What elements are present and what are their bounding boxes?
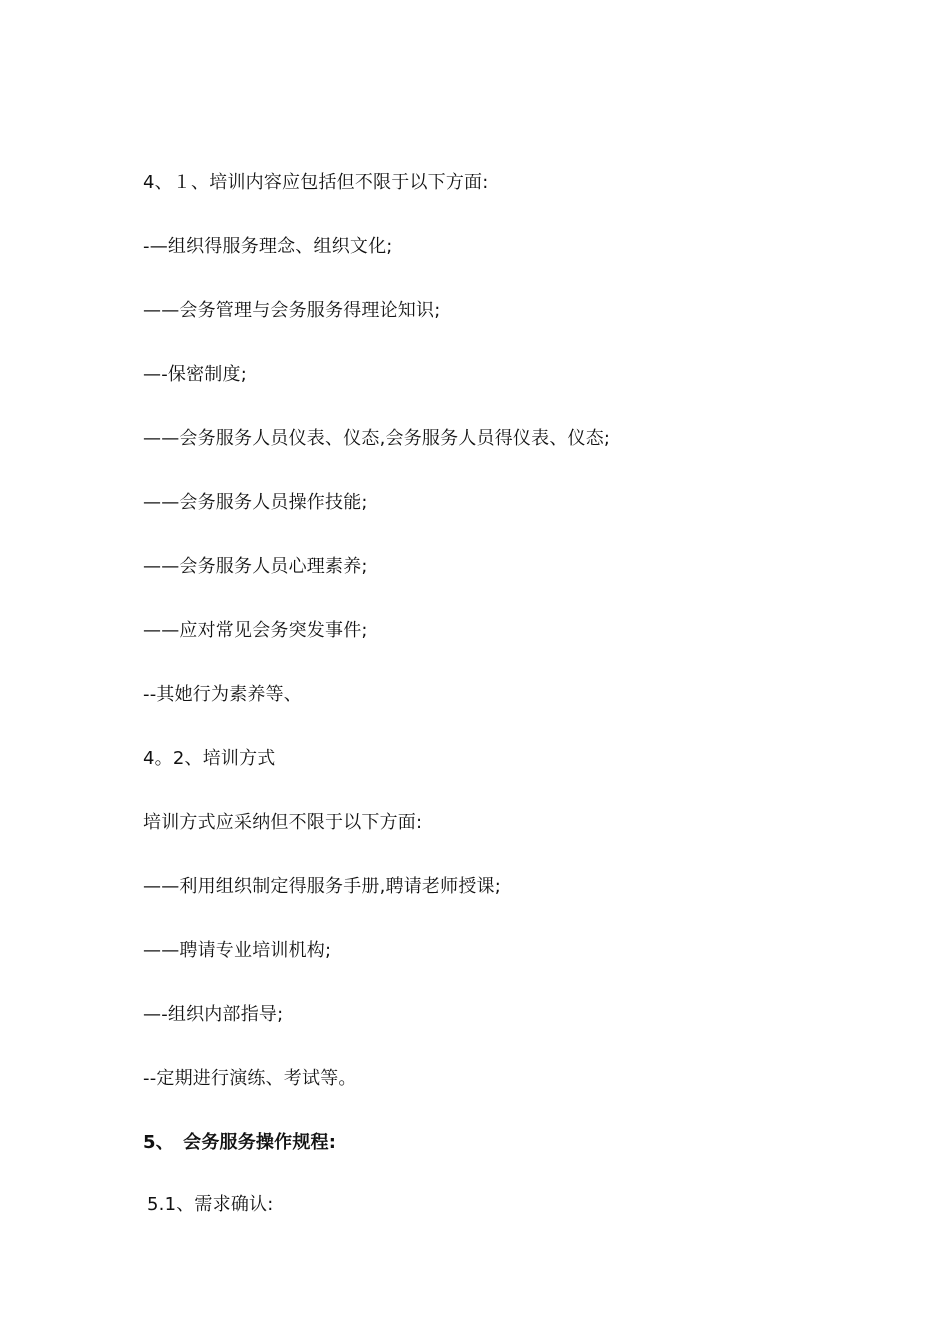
training-item-other: --其她行为素养等、 bbox=[143, 684, 302, 705]
training-item-emergencies: ——应对常见会务突发事件; bbox=[143, 620, 368, 641]
training-item-service-concept: -—组织得服务理念、组织文化; bbox=[143, 236, 393, 257]
method-item-institution: ——聘请专业培训机构; bbox=[143, 940, 332, 961]
section-5-heading: 5、 会务服务操作规程: bbox=[143, 1132, 337, 1153]
training-methods-intro: 培训方式应采纳但不限于以下方面: bbox=[143, 812, 423, 833]
training-item-skills: ——会务服务人员操作技能; bbox=[143, 492, 368, 513]
training-item-confidentiality: —-保密制度; bbox=[143, 364, 247, 385]
training-item-psychology: ——会务服务人员心理素养; bbox=[143, 556, 368, 577]
training-item-appearance: ——会务服务人员仪表、仪态,会务服务人员得仪表、仪态; bbox=[143, 428, 611, 449]
training-item-theory: ——会务管理与会务服务得理论知识; bbox=[143, 300, 441, 321]
method-item-manual: ——利用组织制定得服务手册,聘请老师授课; bbox=[143, 876, 501, 897]
section-4-1-heading: 4、１、培训内容应包括但不限于以下方面: bbox=[143, 172, 489, 193]
method-item-drills: --定期进行演练、考试等。 bbox=[143, 1068, 357, 1089]
section-5-1-heading: 5.1、需求确认: bbox=[147, 1194, 274, 1215]
section-4-2-heading: 4。2、培训方式 bbox=[143, 748, 276, 769]
method-item-internal: —-组织内部指导; bbox=[143, 1004, 284, 1025]
